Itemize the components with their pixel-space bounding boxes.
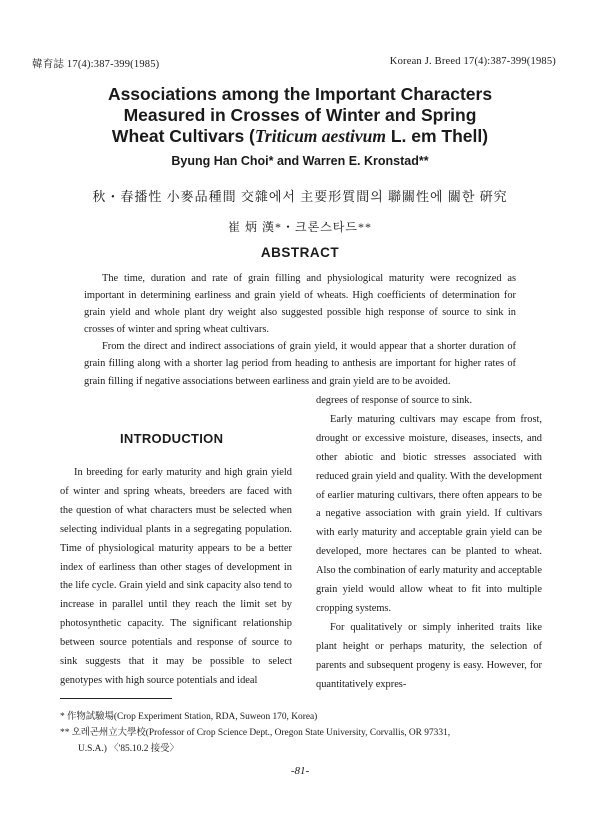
scientific-name: Triticum aestivum (254, 126, 386, 146)
intro-paragraph-3: For qualitatively or simply inherited traits like plant height or perhaps maturity, the selection of parents and subsequent progeny is easy. However, for quantitatively expres- (316, 621, 542, 690)
title-line-3-prefix: Wheat Cultivars ( (111, 126, 255, 146)
korean-title: 秋・春播性 小麥品種間 交雜에서 主要形質間의 聯關性에 關한 硏究 (92, 189, 508, 204)
footnote-divider (60, 698, 172, 699)
abstract-body (84, 270, 516, 390)
abstract-paragraph-1: The time, duration and rate of grain filling and physiological maturity were recognized as important in determining earliness and grain yield of wheats. High coefficients of determination for grain yield and whole plant dry weight also suggested possible high response of source to sink in crosses of winter and spring wheat cultivars. (84, 273, 516, 336)
paper-title (40, 84, 560, 147)
footnote-2-continued: U.S.A.) 〈'85.10.2 接受〉 (78, 744, 179, 754)
page-number: -81- (290, 765, 310, 777)
intro-paragraph-2: Early maturing cultivars may escape from frost, drought or excessive moisture, diseases, insects, and other abiotic and biotic stresses associated with reduced grain yield and quality. With the development of earlier maturing cultivars, there often appears to be a negative association with grain yield. If cultivars with early maturity and acceptable grain yield can be developed, more hectares can be planted to wheat. Also the combination of early maturity and acceptable grain yield would allow wheat to fit into multiple cropping systems. (316, 413, 542, 614)
footnote-1: * 作物試驗場(Crop Experiment Station, RDA, Suweon 170, Korea) (60, 712, 318, 722)
abstract-paragraph-2: From the direct and indirect associations of grain yield, it would appear that a shorter duration of grain filling along with a shorter lag period from heading to anthesis are important for higher rates of grain filling if negative associations between earliness and grain yield are to be avoided. (84, 341, 516, 387)
introduction-heading: INTRODUCTION (120, 431, 224, 446)
journal-header-english: Korean J. Breed 17(4):387-399(1985) (389, 56, 556, 67)
title-line-1: Associations among the Important Characters (107, 84, 493, 104)
title-line-3-suffix: L. em Thell) (385, 126, 489, 146)
title-line-3 (40, 126, 560, 147)
author-list: Byung Han Choi* and Warren E. Kronstad** (171, 154, 429, 168)
right-column (316, 392, 542, 695)
korean-author-list: 崔 炳 漢*・크론스타드** (228, 220, 372, 234)
intro-paragraph-1-continued: degrees of response of source to sink. (316, 395, 473, 406)
footnote-2: ** 오레곤州立大學校(Professor of Crop Science Dept., Oregon State University, Corvallis, OR 97331, (60, 728, 451, 738)
abstract-heading: ABSTRACT (260, 245, 340, 260)
journal-header-korean: 韓育誌 17(4):387-399(1985) (32, 59, 160, 70)
left-column (60, 464, 292, 691)
intro-paragraph-1: In breeding for early maturity and high grain yield of winter and spring wheats, breeders are faced with the question of what characters must be selected when selecting individual plants in a segregating population. Time of physiological maturity appears to be a better index of earliness than other stages of development in the life cycle. Grain yield and sink capacity also tend to increase in parallel until they reach the limit set by photosynthetic capacity. The significant relationship between source potentials and response of source to sink suggests that it may be possible to select genotypes with high source potentials and ideal (60, 467, 292, 686)
title-line-2: Measured in Crosses of Winter and Spring (123, 105, 477, 125)
